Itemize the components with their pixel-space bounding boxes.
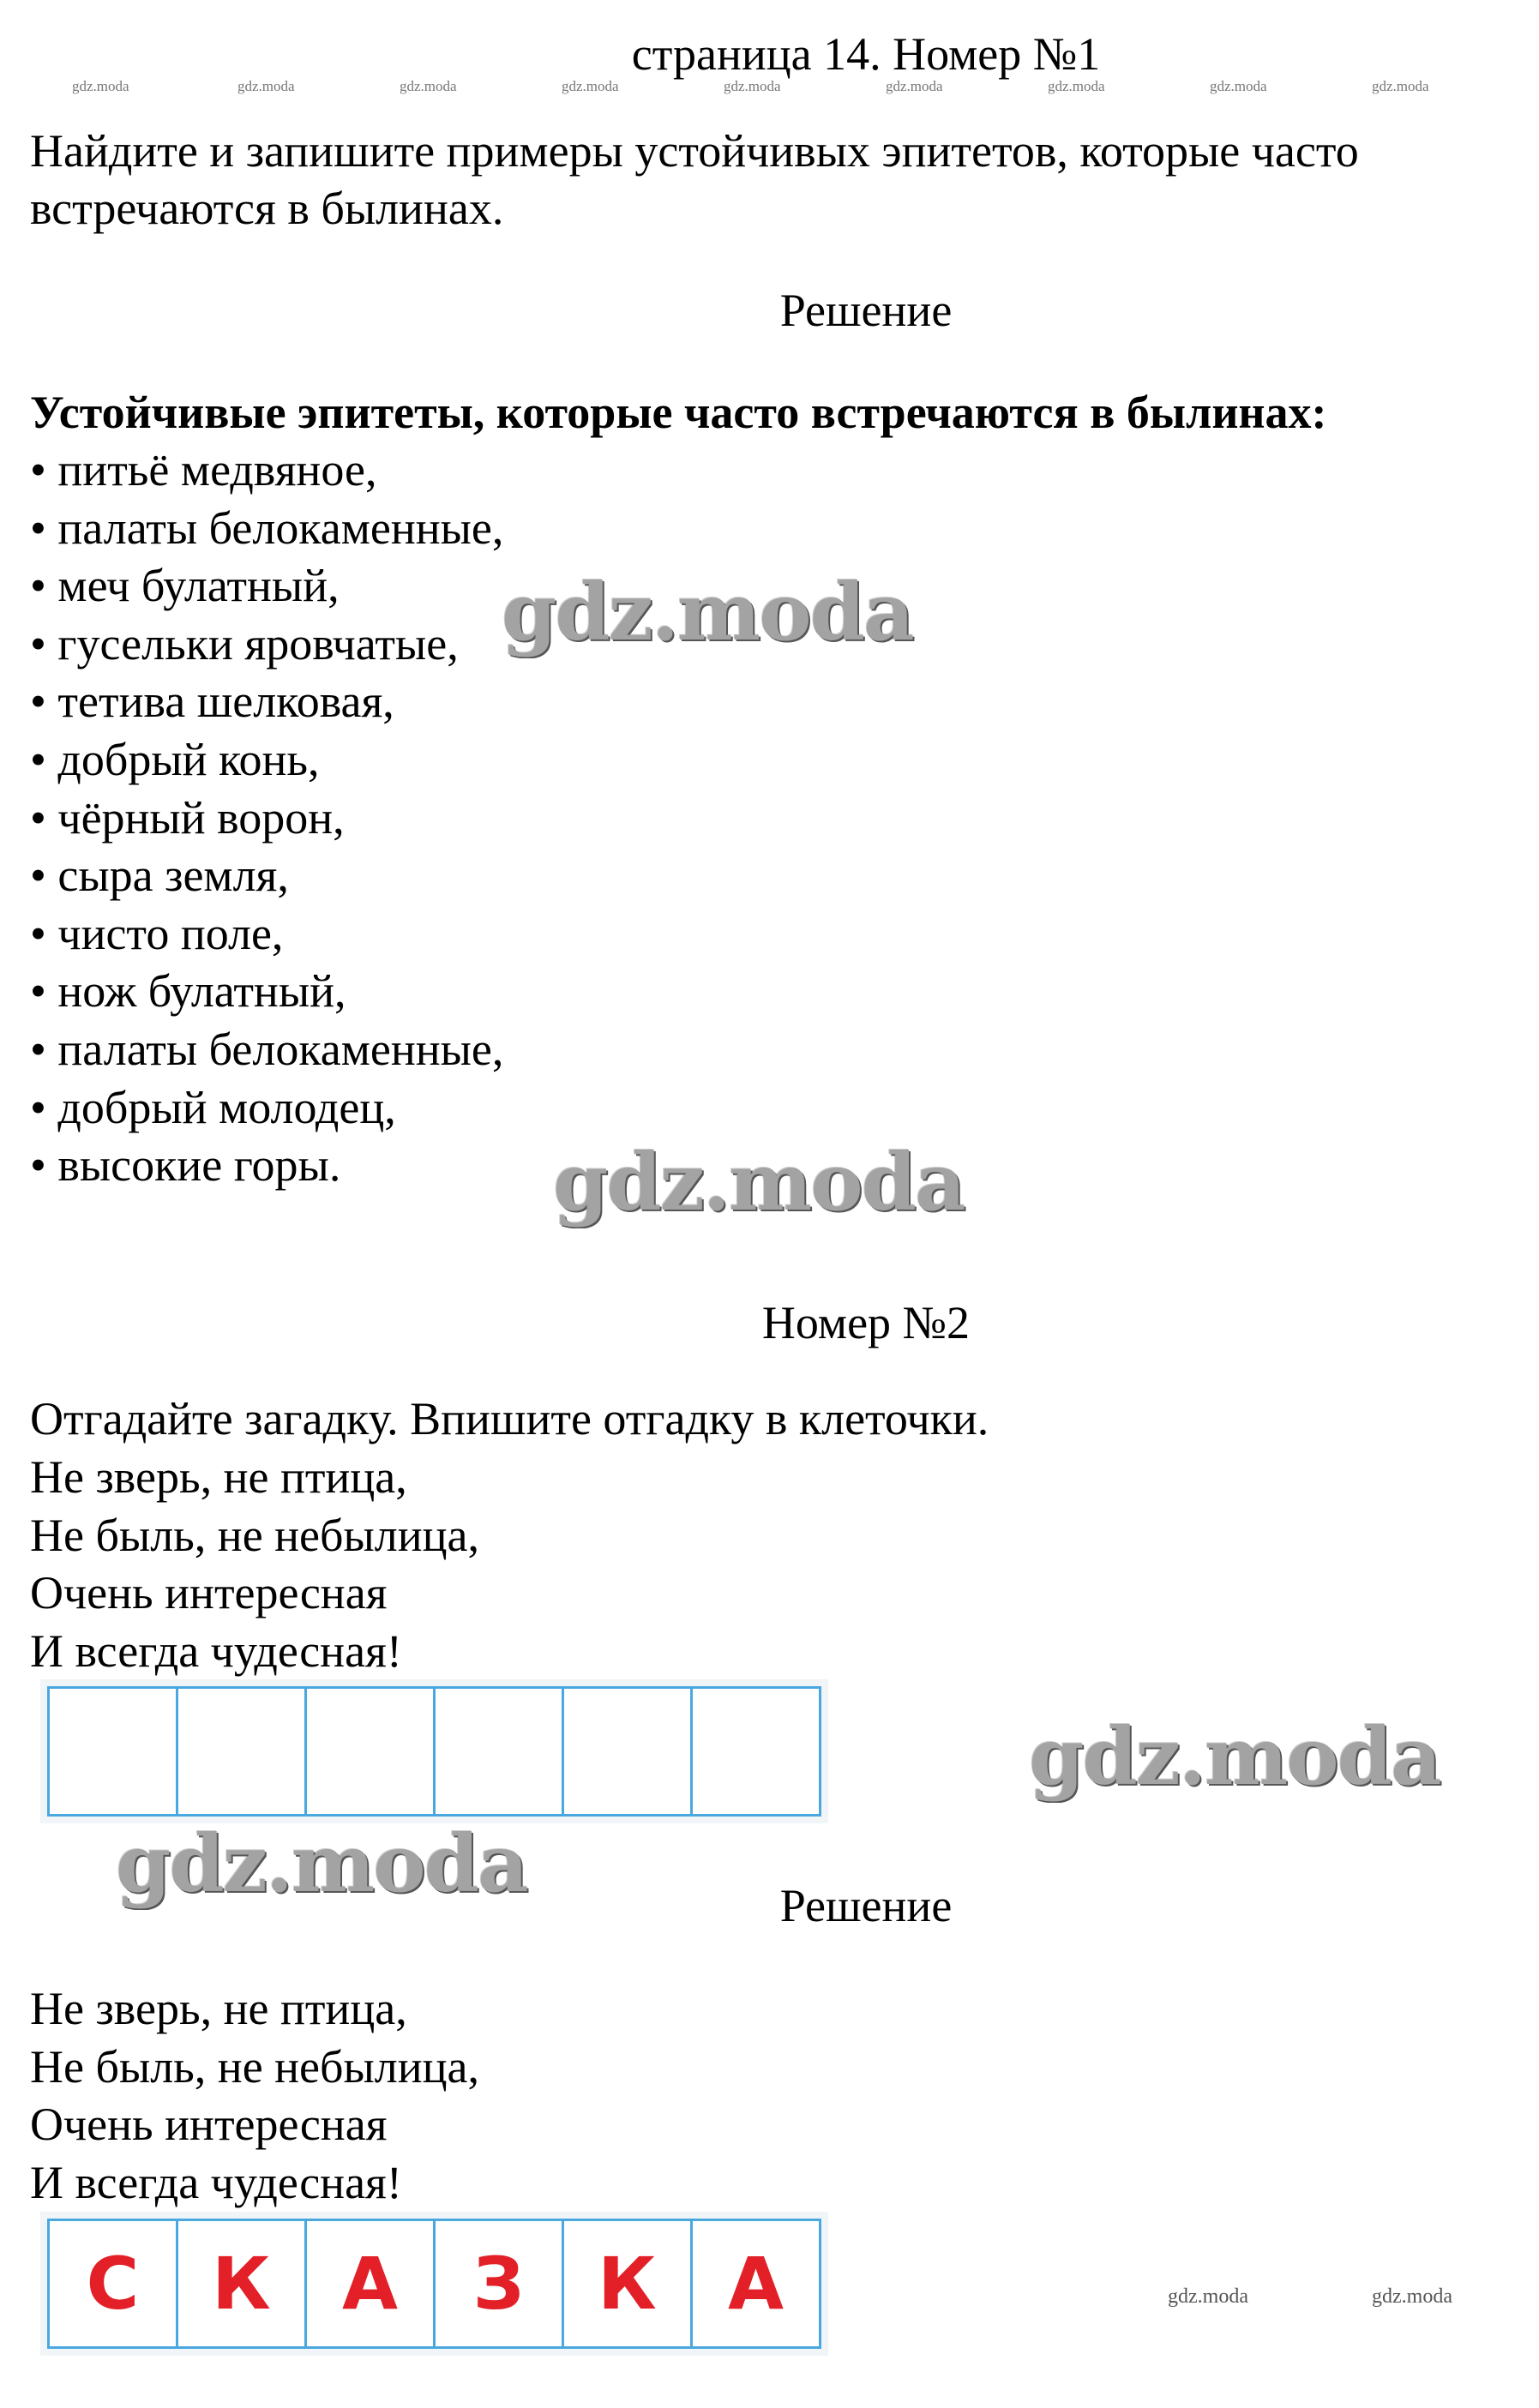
riddle-line: И всегда чудесная! xyxy=(30,2156,402,2208)
list-item: • гусельки яровчатые, xyxy=(30,617,459,670)
answer-letter-cell: З xyxy=(436,2221,564,2346)
watermark-small: gdz.moda xyxy=(1048,78,1105,94)
watermark-big: gdz.moda xyxy=(116,1817,527,1910)
list-item: • нож булатный, xyxy=(30,965,346,1018)
watermark-small: gdz.moda xyxy=(400,78,457,94)
riddle-line: Не зверь, не птица, xyxy=(30,1451,407,1503)
watermark-small: gdz.moda xyxy=(1372,78,1429,94)
answer-cell xyxy=(564,1689,693,1814)
answer-cell xyxy=(50,1689,178,1814)
answer-riddle-text xyxy=(30,1980,479,2212)
watermark-small: gdz.moda xyxy=(237,78,295,94)
task1-solution-label: Решение xyxy=(779,285,953,336)
task1-text-line2: встречаются в былинах. xyxy=(30,183,504,234)
answer-cell xyxy=(693,1689,819,1814)
answer-cell xyxy=(178,1689,307,1814)
task1-answer-heading: Устойчивые эпитеты, которые часто встречаются в былинах: xyxy=(30,387,1327,438)
task2-solution-label: Решение xyxy=(779,1880,953,1931)
list-item: • палаты белокаменные, xyxy=(30,501,504,554)
answer-letter-cell: К xyxy=(564,2221,693,2346)
riddle-line: Очень интересная xyxy=(30,2099,388,2150)
answer-letter-cell: К xyxy=(178,2221,307,2346)
answer-letter-cell: А xyxy=(307,2221,436,2346)
epithet-list xyxy=(30,441,503,1195)
empty-answer-grid xyxy=(47,1686,821,1817)
riddle-line: Не быль, не небылица, xyxy=(30,2040,479,2093)
watermark-big: gdz.moda xyxy=(553,1136,965,1228)
riddle-line: И всегда чудесная! xyxy=(30,1624,402,1677)
answer-letter-cell: С xyxy=(50,2221,178,2346)
riddle-line: Не зверь, не птица, xyxy=(30,1983,407,2034)
watermark-small: gdz.moda xyxy=(1210,78,1267,94)
watermark-small: gdz.moda xyxy=(724,78,781,94)
riddle-line: Не быль, не небылица, xyxy=(30,1509,479,1561)
riddle-line: Очень интересная xyxy=(30,1567,388,1618)
list-item: • меч булатный, xyxy=(30,560,340,612)
task2-title: Номер №2 xyxy=(761,1297,971,1348)
watermark-small: gdz.moda xyxy=(72,78,129,94)
watermark-corner: gdz.moda xyxy=(1372,2285,1452,2308)
list-item: • сыра земля, xyxy=(30,850,289,902)
filled-answer-grid xyxy=(47,2219,821,2349)
watermark-small: gdz.moda xyxy=(886,78,943,94)
task1-text-line1: Найдите и запишите примеры устойчивых эпитетов, которые часто xyxy=(30,125,1359,177)
watermark-big: gdz.moda xyxy=(1029,1710,1440,1803)
answer-cell xyxy=(436,1689,564,1814)
list-item: • чёрный ворон, xyxy=(30,791,345,844)
answer-letter-cell: А xyxy=(727,2242,784,2326)
list-item: • палаты белокаменные, xyxy=(30,1023,504,1075)
page-header: страница 14. Номер №1 xyxy=(631,28,1101,80)
list-item: • высокие горы. xyxy=(30,1139,341,1192)
answer-cell xyxy=(307,1689,436,1814)
list-item: • питьё медвяное, xyxy=(30,444,377,495)
list-item: • тетива шелковая, xyxy=(30,676,394,728)
task2-instruction: Отгадайте загадку. Впишите отгадку в клеточки. xyxy=(30,1393,989,1444)
list-item: • добрый конь, xyxy=(30,733,320,785)
watermark-corner: gdz.moda xyxy=(1168,2285,1248,2308)
list-item: • чисто поле, xyxy=(30,907,284,959)
list-item: • добрый молодец, xyxy=(30,1081,396,1133)
watermark-small: gdz.moda xyxy=(562,78,619,94)
riddle-text xyxy=(30,1449,479,1680)
watermark-big: gdz.moda xyxy=(502,566,913,658)
